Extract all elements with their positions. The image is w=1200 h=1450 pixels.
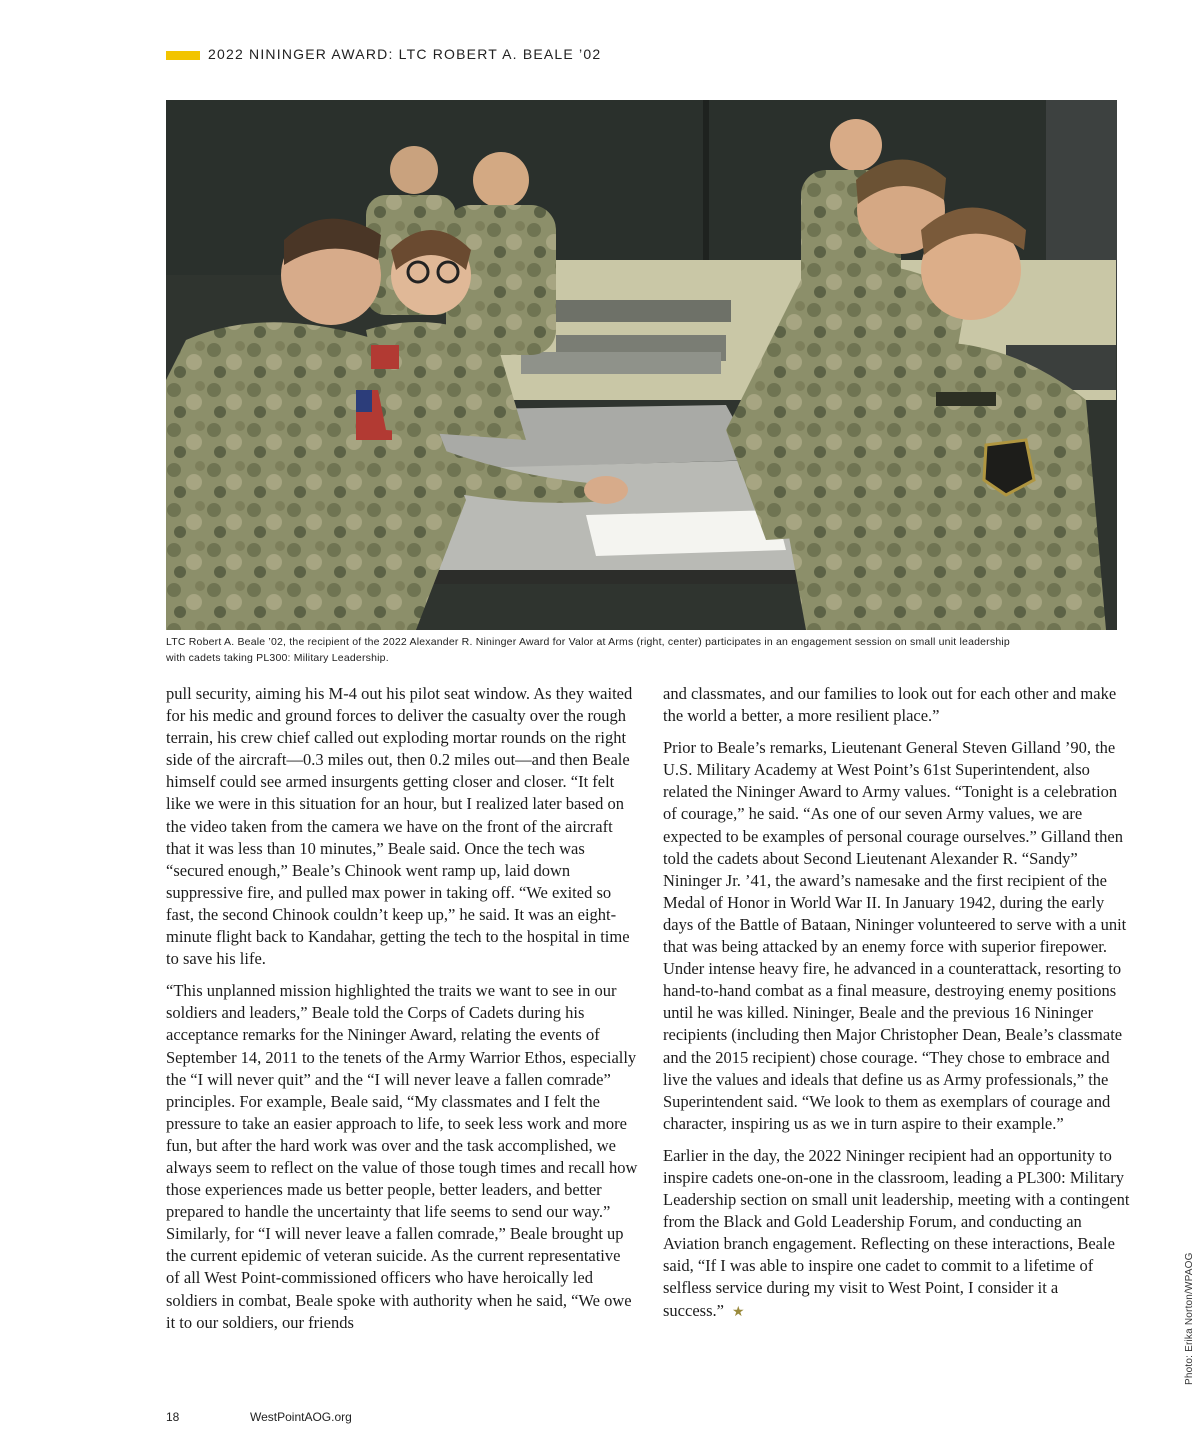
photo-credit: Photo: Erika Norton/WPAOG xyxy=(1184,1252,1195,1385)
article-column-left xyxy=(166,683,638,1344)
photo-caption-line-2: with cadets taking PL300: Military Leadership. xyxy=(166,652,389,664)
article-photo xyxy=(166,100,1117,630)
article-paragraph: Earlier in the day, the 2022 Nininger recipient had an opportunity to inspire cadets one-on-one in the classroom, leading a PL300: Military Leadership section on small unit leadership, meeting with a contingent from the Black and Gold Leadership Forum, and conducting an Aviation branch engagement. Reflecting on these interactions, Beale said, “If I was able to inspire one cadet to commit to a lifetime of selfless service during my visit to West Point, I consider it a success.” xyxy=(663,1145,1130,1320)
photo-caption xyxy=(166,634,1117,666)
article-paragraph: “This unplanned mission highlighted the traits we want to see in our soldiers and leaders,” Beale told the Corps of Cadets during his acceptance remarks for the Nininger Award, relating the events of September 14, 2011 to the tenets of the Army Warrior Ethos, especially the “I will never quit” and the “I will never leave a fallen comrade” principles. For example, Beale said, “My classmates and I felt the pressure to take an easier approach to life, to seek less work and more fun, but after the hard work was over and the task accomplished, we always seem to reflect on the value of those tough times and recall how those experiences made us better people, better leaders, and better prepared to handle the uncertainty that life seems to send our way.” Similarly, for “I will never leave a fallen comrade,” Beale brought up the current epidemic of veteran suicide. As the current representative of all West Point-commissioned officers who have heroically led soldiers in combat, Beale spoke with authority when he said, “We owe it to our soldiers, our friends xyxy=(166,981,638,1332)
article-paragraph: and classmates, and our families to look out for each other and make the world a better, a more resilient place.” xyxy=(663,684,1117,726)
article-paragraph: pull security, aiming his M-4 out his pilot seat window. As they waited for his medic and ground forces to deliver the casualty over the rough terrain, his crew chief called out exploding mortar rounds on the right side of the aircraft—0.3 miles out, then 0.2 miles out—and then Beale himself could see armed insurgents getting closer and closer. “It felt like we were in this situation for an hour, but I realized later based on the video taken from the camera we have on the front of the aircraft that it was less than 10 minutes,” Beale said. Once the tech was “secured enough,” Beale’s Chinook went ramp up, laid down suppressive fire, and pulled max power in taking off. “We exited so fast, the second Chinook couldn’t keep up,” he said. It was an eight-minute flight back to Kandahar, getting the tech to the hospital in time to save his life. xyxy=(166,684,633,969)
article-paragraph-final xyxy=(663,1145,1135,1323)
header-accent-bar xyxy=(166,51,200,60)
page-number: 18 xyxy=(166,1410,180,1424)
photo-illustration xyxy=(166,100,1117,630)
article-paragraph: Prior to Beale’s remarks, Lieutenant General Steven Gilland ’90, the U.S. Military Academy at West Point’s 61st Superintendent, also related the Nininger Award to Army values. “Tonight is a celebration of courage,” he said. “As one of our seven Army values, we are expected to be examples of personal courage ourselves.” Gilland then told the cadets about Second Lieutenant Alexander R. “Sandy” Nininger Jr. ’41, the award’s namesake and the first recipient of the Medal of Honor in World War II. In January 1942, during the early days of the Battle of Bataan, Nininger volunteered to serve with a unit that was being attacked by an enemy force with superior firepower. Under intense heavy fire, he advanced in a counterattack, resorting to hand-to-hand combat as a final measure, destroying enemy positions until he was killed. Nininger, Beale and the previous 16 Nininger recipients (including then Major Christopher Dean, Beale’s classmate and the 2015 recipient) chose courage. “They chose to embrace and live the values and ideals that define us as Army professionals,” the Superintendent said. “We look to them as exemplars of courage and character, inspiring us as we in turn aspire to their example.” xyxy=(663,738,1127,1133)
article-column-right xyxy=(663,683,1135,1333)
photo-caption-line-1: LTC Robert A. Beale ’02, the recipient of the 2022 Alexander R. Nininger Award for Valor at Arms (right, center) participates in an engagement session on small unit leadership xyxy=(166,636,1010,648)
header-title: 2022 NININGER AWARD: LTC ROBERT A. BEALE ’02 xyxy=(208,46,602,62)
footer-site-link[interactable]: WestPointAOG.org xyxy=(250,1410,352,1424)
end-star-icon: ★ xyxy=(731,1303,745,1320)
